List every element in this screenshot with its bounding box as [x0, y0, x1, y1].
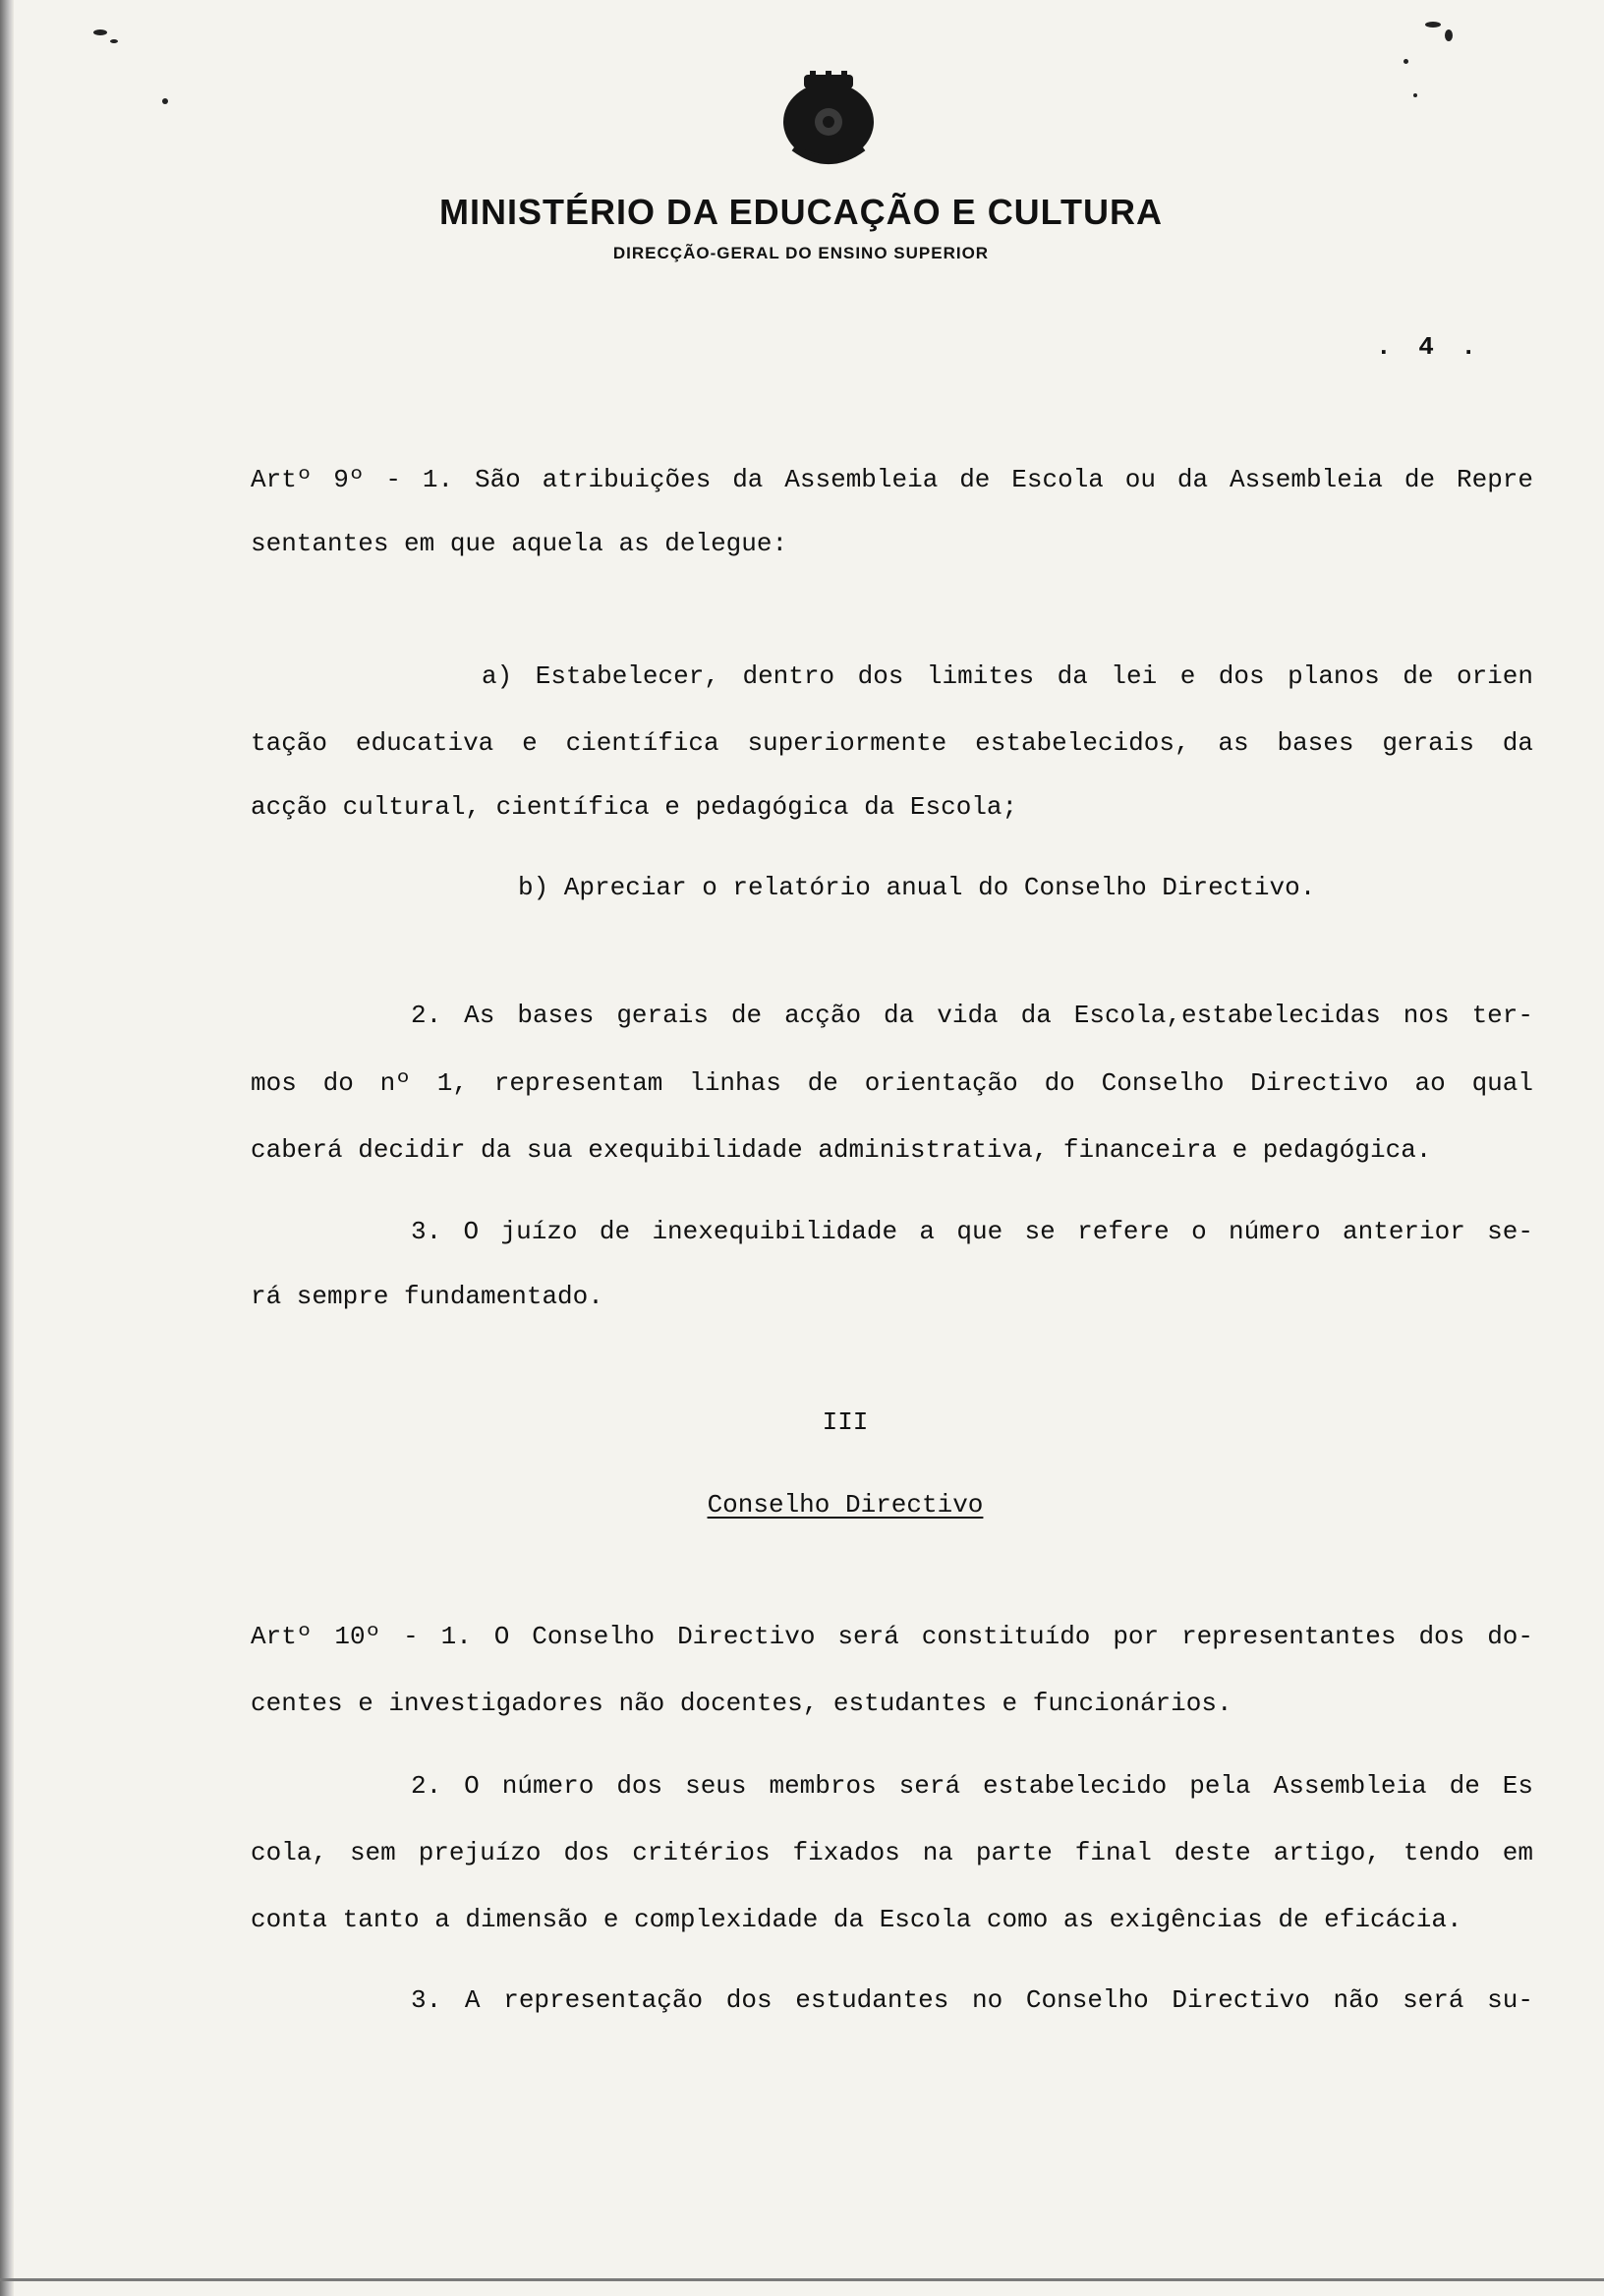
article-10-item-2-line-1: 2. O número dos seus membros será estabelecido pela Assembleia de Es — [411, 1771, 1533, 1801]
page-number: . 4 . — [1376, 332, 1483, 362]
section-title: Conselho Directivo — [707, 1490, 984, 1520]
article-10-line-1: Artº 10º - 1. O Conselho Directivo será constituído por representantes dos do- — [251, 1622, 1533, 1651]
scan-speck — [1425, 22, 1441, 28]
scan-speck — [162, 98, 168, 104]
article-10-item-2-line-2: cola, sem prejuízo dos critérios fixados na parte final deste artigo, tendo em — [251, 1838, 1533, 1867]
scan-bottom-edge — [0, 2278, 1604, 2281]
article-10-item-2-line-3: conta tanto a dimensão e complexidade da Escola como as exigências de eficácia. — [251, 1905, 1462, 1934]
paragraph-b: b) Apreciar o relatório anual do Conselho Directivo. — [518, 873, 1316, 902]
article-9-line-1: Artº 9º - 1. São atribuições da Assembleia de Escola ou da Assembleia de Repre — [251, 465, 1533, 494]
item-3-line-2: rá sempre fundamentado. — [251, 1282, 603, 1311]
scan-edge-shadow — [0, 0, 14, 2296]
article-10-line-2: centes e investigadores não docentes, estudantes e funcionários. — [251, 1689, 1232, 1718]
item-2-line-1: 2. As bases gerais de acção da vida da Escola,estabelecidas nos ter- — [411, 1001, 1533, 1030]
scan-speck — [1404, 59, 1408, 64]
item-3-line-1: 3. O juízo de inexequibilidade a que se refere o número anterior se- — [411, 1217, 1533, 1246]
article-9-line-2: sentantes em que aquela as delegue: — [251, 529, 788, 558]
scan-speck — [110, 39, 118, 43]
paragraph-a-line-3: acção cultural, científica e pedagógica da Escola; — [251, 792, 1018, 822]
scan-speck — [1445, 29, 1453, 41]
article-10-item-3-line-1: 3. A representação dos estudantes no Conselho Directivo não será su- — [411, 1985, 1533, 2015]
department-subtitle: DIRECÇÃO-GERAL DO ENSINO SUPERIOR — [612, 244, 990, 262]
item-2-line-2: mos do nº 1, representam linhas de orientação do Conselho Directivo ao qual — [251, 1068, 1533, 1098]
scan-speck — [93, 29, 107, 35]
coat-of-arms-icon — [774, 71, 883, 167]
ministry-title: MINISTÉRIO DA EDUCAÇÃO E CULTURA — [439, 192, 1163, 232]
scan-speck — [1413, 93, 1417, 97]
paragraph-a-line-2: tação educativa e científica superiormente estabelecidos, as bases gerais da — [251, 728, 1533, 758]
item-2-line-3: caberá decidir da sua exequibilidade administrativa, financeira e pedagógica. — [251, 1135, 1432, 1165]
section-number: III — [822, 1407, 869, 1437]
paragraph-a-line-1: a) Estabelecer, dentro dos limites da lei e dos planos de orien — [482, 661, 1533, 691]
